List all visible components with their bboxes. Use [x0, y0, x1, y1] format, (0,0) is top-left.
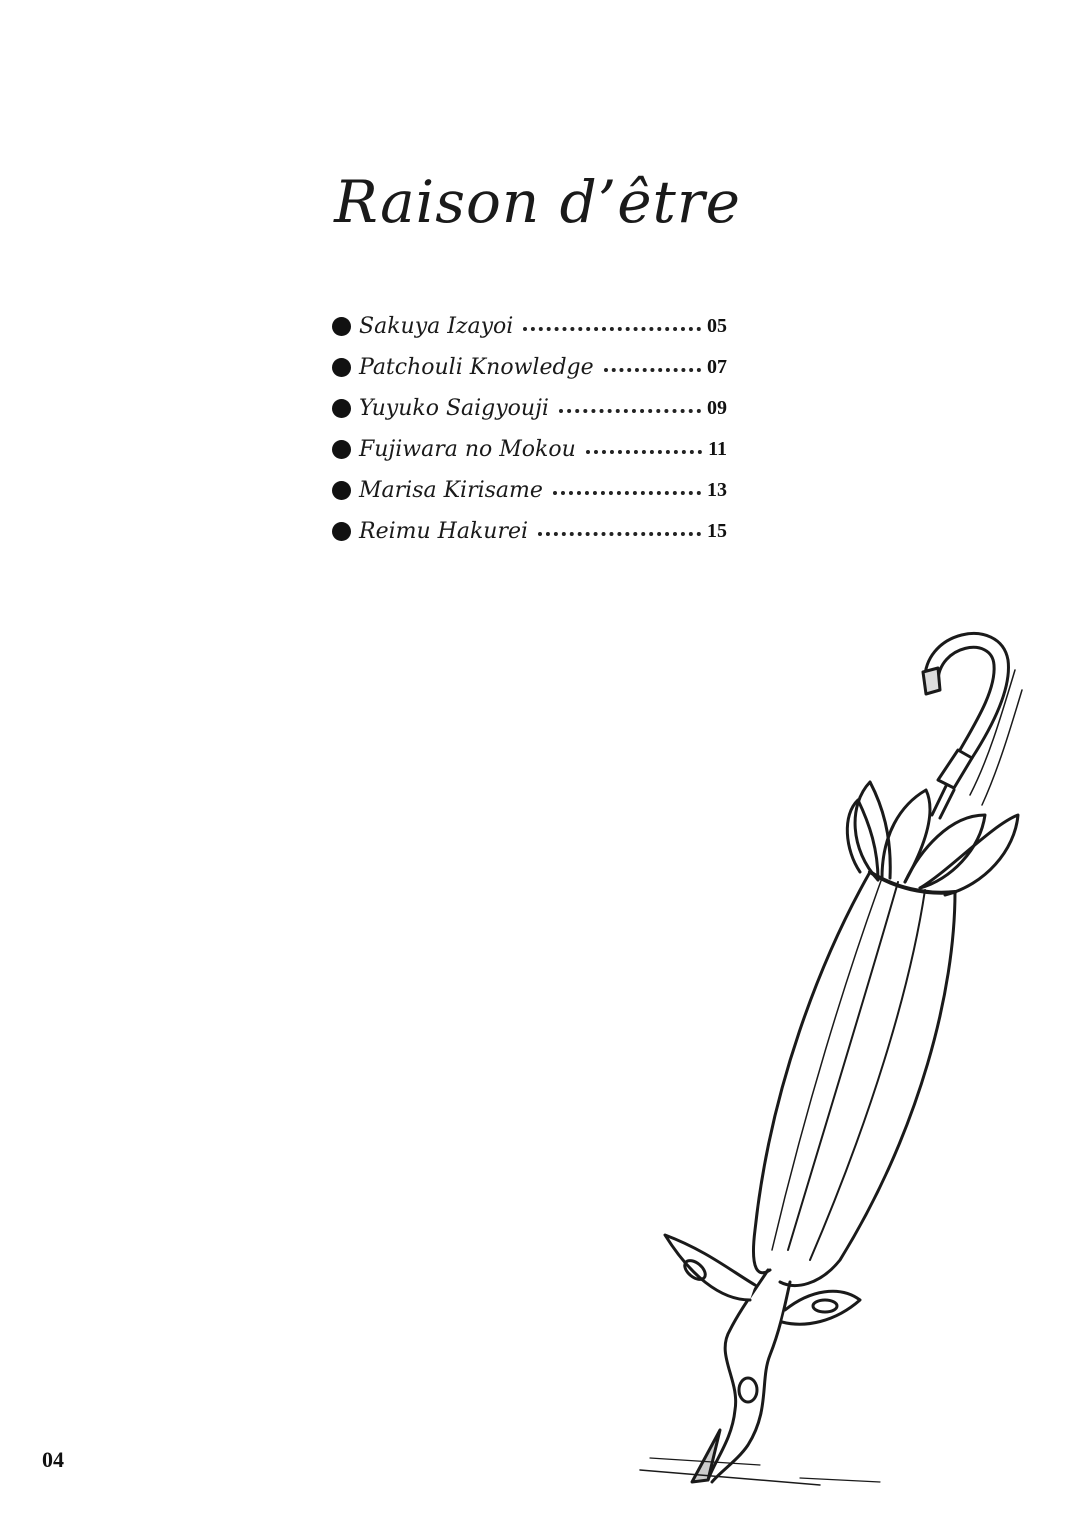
dot-leader	[586, 450, 702, 454]
toc-entry-page: 11	[708, 438, 727, 460]
toc-entry	[332, 347, 727, 388]
toc-entry-name: Reimu Hakurei	[359, 519, 529, 544]
bullet-icon	[332, 399, 351, 418]
toc-entry-page: 15	[707, 520, 727, 542]
bullet-icon	[332, 440, 351, 459]
toc-entry-name: Yuyuko Saigyouji	[359, 396, 549, 421]
table-of-contents	[332, 306, 727, 552]
bullet-icon	[332, 522, 351, 541]
dot-leader	[559, 409, 701, 413]
toc-entry-name: Patchouli Knowledge	[359, 355, 594, 380]
dot-leader	[604, 368, 701, 372]
toc-entry-name: Sakuya Izayoi	[359, 314, 514, 339]
bullet-icon	[332, 481, 351, 500]
toc-entry	[332, 429, 727, 470]
umbrella-illustration	[620, 610, 1040, 1490]
toc-entry	[332, 388, 727, 429]
toc-entry-name: Marisa Kirisame	[359, 478, 543, 503]
toc-entry-page: 09	[707, 397, 727, 419]
dot-leader	[553, 491, 701, 495]
toc-entry-name: Fujiwara no Mokou	[359, 437, 576, 462]
toc-entry	[332, 306, 727, 347]
bullet-icon	[332, 317, 351, 336]
bullet-icon	[332, 358, 351, 377]
toc-entry-page: 05	[707, 315, 727, 337]
page-title: Raison d’être	[334, 168, 741, 236]
page-number: 04	[42, 1447, 64, 1472]
dot-leader	[538, 532, 701, 536]
toc-entry-page: 07	[707, 356, 727, 378]
toc-entry	[332, 470, 727, 511]
toc-entry-page: 13	[707, 479, 727, 501]
dot-leader	[523, 327, 701, 331]
toc-entry	[332, 511, 727, 552]
